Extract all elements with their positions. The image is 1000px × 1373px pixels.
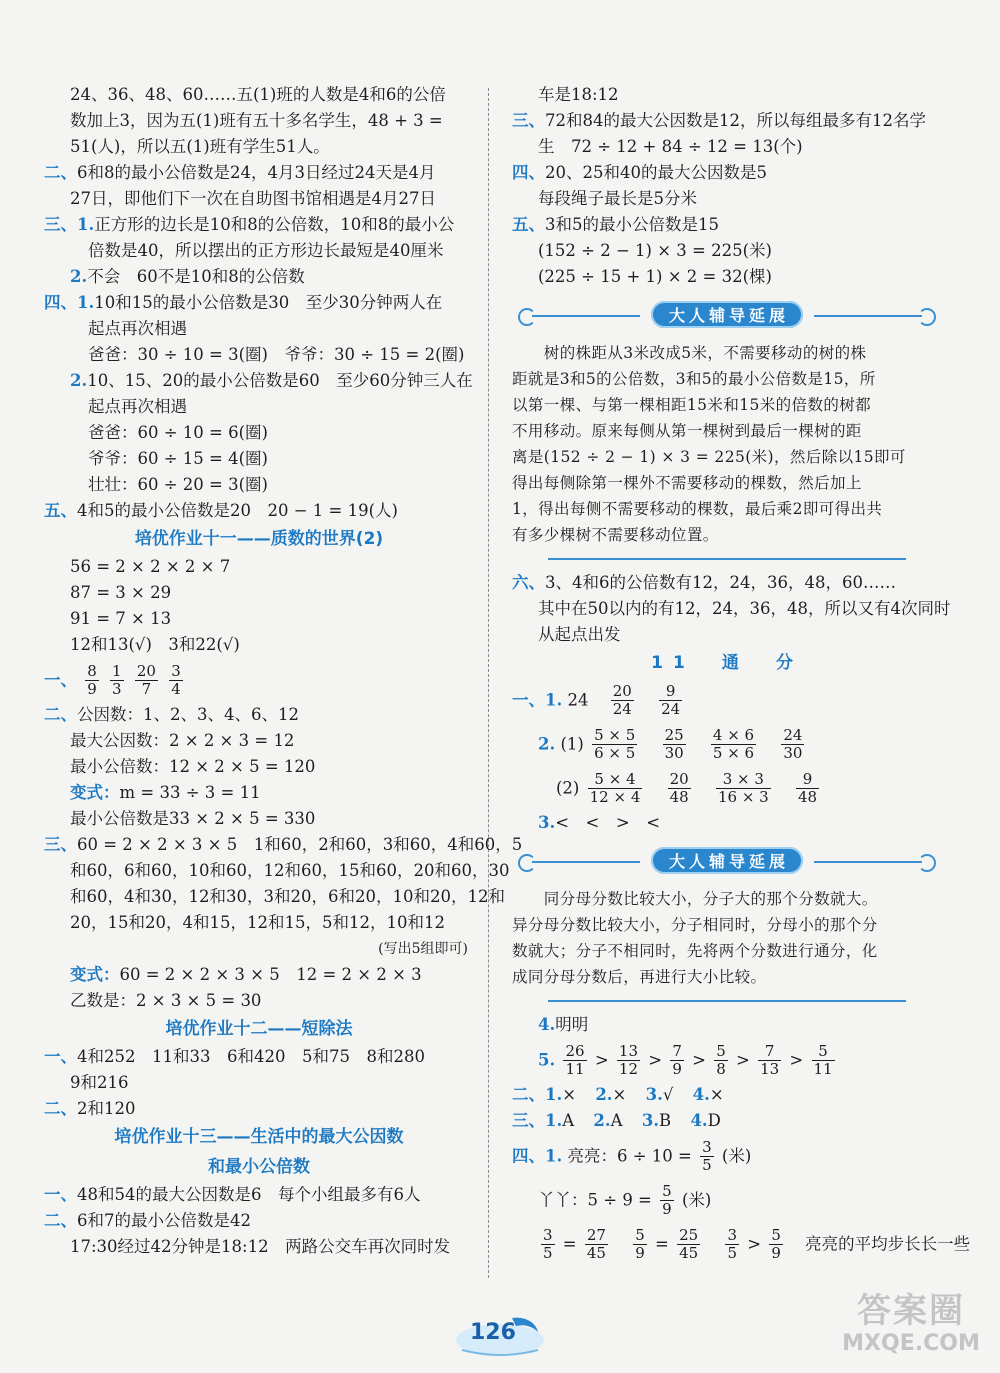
- text-line: 和60，4和30，12和30，3和20，6和20，10和20，12和: [70, 887, 505, 906]
- part-label: (2): [556, 778, 580, 798]
- text-line: 最小公倍数是33 × 2 × 5 = 330: [70, 809, 316, 828]
- numerator: 25: [664, 726, 684, 744]
- lesson-answer-4: [512, 1012, 942, 1038]
- answer-4-1: [44, 290, 474, 316]
- lesson-title: 11 通 分: [651, 653, 803, 673]
- text-line: 有多少棵树不需要移动位置。: [512, 526, 719, 544]
- question-marker: 三、: [512, 111, 545, 130]
- numerator: 26: [565, 1042, 585, 1060]
- answer-text: ×: [709, 1085, 724, 1104]
- numerator: 9: [659, 683, 682, 701]
- numerator: 20: [136, 662, 156, 680]
- fraction: [668, 771, 691, 806]
- lesson-answer-4-3: [512, 1222, 971, 1266]
- watermark-text: 答案圈: [857, 1291, 965, 1331]
- numerator: 25: [679, 1226, 699, 1244]
- right-column: [512, 82, 971, 1266]
- text-line: 爸爸：60 ÷ 10 = 6(圈): [88, 423, 268, 442]
- text-line: 87 = 3 × 29: [70, 583, 172, 602]
- answer-text: 不会 60不是10和8的公倍数: [87, 267, 305, 286]
- text-line: 壮壮：60 ÷ 20 = 3(圈): [88, 475, 268, 494]
- text-line: 以第一棵、与第一棵相距15米和15米的倍数的树都: [512, 396, 872, 414]
- question-marker: 五、: [512, 215, 545, 234]
- answer-text: 10、15、20的最小公倍数是60 至少60分钟三人在: [87, 371, 473, 390]
- numerator: 27: [586, 1226, 606, 1244]
- variant-label: 变式：: [70, 965, 120, 984]
- text-line: 得出每侧除第一棵外不需要移动的棵数，然后加上: [512, 474, 862, 492]
- text-line: 距就是3和5的公倍数，3和5的最小公倍数是15，所: [512, 370, 876, 388]
- banner-rule: [532, 861, 640, 863]
- numerator: 20: [612, 682, 632, 700]
- question-marker: 三、1.: [512, 1111, 563, 1130]
- unit-text: (米): [681, 1190, 712, 1210]
- numerator: 7: [758, 1043, 781, 1061]
- denominator: 9: [87, 680, 97, 698]
- denominator: 5 × 6: [712, 744, 755, 762]
- answer-text: 2和120: [77, 1099, 136, 1118]
- question-marker: 4.: [692, 1085, 710, 1104]
- text-line: 最小公倍数：12 × 2 × 5 = 120: [70, 757, 316, 776]
- fraction: [716, 771, 771, 806]
- answer-text: 60 = 2 × 2 × 3 × 5 1和60，2和60，3和60，4和60，5: [77, 835, 523, 854]
- answer-text: D: [707, 1111, 721, 1130]
- text-line: 27日，即他们下一次在自助图书馆相遇是4月27日: [70, 189, 436, 208]
- text-line: 每段绳子最长是5分米: [538, 189, 697, 208]
- fraction: [700, 1139, 714, 1174]
- numerator: 5 × 5: [594, 726, 636, 744]
- question-marker: 一、: [44, 670, 77, 690]
- question-marker: 三、: [44, 835, 77, 854]
- numerator: 1: [112, 662, 122, 680]
- answer-6: [512, 570, 942, 596]
- lesson-answers-judge: [512, 1082, 942, 1108]
- text-line: 起点再次相遇: [88, 319, 187, 338]
- question-marker: 二、: [44, 163, 77, 182]
- text-line: (152 ÷ 2 − 1) × 3 = 225(米): [538, 241, 772, 260]
- numerator: 5: [635, 1226, 645, 1244]
- answer-short-division: [44, 1044, 474, 1070]
- section-heading: 培优作业十三——生活中的最大公因数: [114, 1127, 404, 1147]
- question-marker: 4.: [538, 1015, 556, 1034]
- answer-text: B: [659, 1111, 672, 1130]
- text-line: 91 = 7 × 13: [70, 609, 172, 628]
- text-line: 12和13(√) 3和22(√): [70, 635, 240, 654]
- denominator: 6 × 5: [594, 744, 636, 762]
- numerator: 4 × 6: [712, 726, 755, 744]
- text-line: 树的株距从3米改成5米，不需要移动的树的株: [512, 344, 867, 362]
- unit-text: (米): [721, 1146, 752, 1166]
- text-line: 20，15和20，4和15，12和15，5和12，10和12: [70, 913, 445, 932]
- text-line: 9和216: [70, 1073, 129, 1092]
- question-marker: 五、: [44, 501, 77, 520]
- lesson-answer-5: [512, 1038, 942, 1082]
- answer-text: 60 = 2 × 2 × 3 × 5 12 = 2 × 2 × 3: [119, 965, 422, 984]
- left-column: [44, 82, 523, 1260]
- ornament-icon: [918, 854, 936, 872]
- numerator: 5: [771, 1226, 781, 1244]
- question-marker: 一、: [44, 1185, 77, 1204]
- ornament-icon: [918, 308, 936, 326]
- comparison-sign: =: [655, 1234, 669, 1254]
- denominator: 30: [783, 744, 803, 762]
- fraction: [85, 663, 99, 698]
- column-divider: [488, 88, 489, 1278]
- watermark: [836, 1291, 986, 1357]
- text-line: 和60，6和60，10和60，12和60，15和60，20和60，30: [70, 861, 510, 880]
- text-line: 同分母分数比较大小，分子大的那个分数就大。: [512, 890, 878, 908]
- banner-rule: [814, 315, 922, 317]
- fraction: [563, 1043, 586, 1078]
- answer-text: 10和15的最小公倍数是30 至少30分钟两人在: [94, 293, 443, 312]
- numerator: 5: [812, 1043, 835, 1061]
- answer-text: 20、25和40的最大公因数是5: [545, 163, 767, 182]
- question-marker: 二、1.: [512, 1085, 563, 1104]
- fraction: [592, 727, 637, 762]
- text-line: 车是18:12: [538, 85, 619, 104]
- lesson-answer-4-1: [512, 1134, 942, 1178]
- numerator: 5: [716, 1042, 726, 1060]
- denominator: 4: [171, 680, 181, 698]
- question-marker: 三、1.: [44, 215, 95, 234]
- comparison-sign: =: [562, 1234, 577, 1254]
- fraction: [169, 663, 183, 698]
- denominator: 5: [702, 1156, 712, 1174]
- question-marker: 四、: [512, 163, 545, 182]
- text-line: (225 ÷ 15 + 1) × 2 = 32(棵): [538, 267, 772, 286]
- comparison-sign: >: [648, 1050, 663, 1070]
- numerator: 8: [87, 662, 97, 680]
- answer-text: 4和5的最小公倍数是20 20 − 1 = 19(人): [77, 501, 398, 520]
- comparison-sign: >: [736, 1050, 750, 1070]
- lesson-answer-2-2: [512, 766, 942, 810]
- question-marker: 3.: [641, 1111, 660, 1130]
- text-line: 爷爷：60 ÷ 15 = 4(圈): [88, 449, 268, 468]
- comparison-sign: >: [789, 1050, 804, 1070]
- answer-text: m = 33 ÷ 3 = 11: [119, 783, 261, 802]
- denominator: 9: [771, 1244, 781, 1262]
- denominator: 24: [612, 700, 632, 718]
- tutor-title: 大人辅导延展: [651, 301, 803, 328]
- text-line: 51(人)，所以五(1)班有学生51人。: [70, 137, 330, 156]
- text-line: 数就大；分子不相同时，先将两个分数进行通分，化: [512, 942, 878, 960]
- answer-text: 72和84的最大公因数是12，所以每组最多有12名学: [545, 111, 926, 130]
- denominator: 45: [679, 1244, 699, 1262]
- lesson-answer-4-2: [512, 1178, 942, 1222]
- answer-text: 亮亮：6 ÷ 10 =: [567, 1146, 692, 1166]
- denominator: 12: [618, 1060, 638, 1078]
- question-marker: 六、: [512, 573, 545, 592]
- fraction: [659, 683, 682, 718]
- answer-text: 24: [567, 690, 589, 710]
- fraction: [812, 1043, 835, 1078]
- lesson-answer-2-1: [512, 722, 942, 766]
- answer-text: 3和5的最小公倍数是15: [545, 215, 719, 234]
- answer-3-2: [44, 264, 474, 290]
- answer-text: 丫丫：5 ÷ 9 =: [538, 1190, 652, 1210]
- comparison-sign: >: [747, 1234, 762, 1254]
- lesson-answers-choice: [512, 1108, 942, 1134]
- question-marker: 5.: [538, 1050, 556, 1070]
- text-line: 最大公因数：2 × 2 × 3 = 12: [70, 731, 295, 750]
- question-marker: 2.: [70, 267, 88, 286]
- fraction: [611, 683, 634, 718]
- answer-5: [512, 212, 942, 238]
- fraction: [541, 1227, 555, 1262]
- answer-bus: [44, 1208, 474, 1234]
- answer-common-factors: [44, 702, 474, 728]
- question-marker: 2.: [593, 1111, 611, 1130]
- numerator: 20: [669, 770, 689, 788]
- banner-rule: [532, 315, 640, 317]
- tutor-banner: [512, 296, 942, 336]
- fraction: [781, 727, 804, 762]
- hint-note: (写出5组即可): [378, 941, 468, 957]
- text-line: 起点再次相遇: [88, 397, 187, 416]
- answer-3: [512, 108, 942, 134]
- question-marker: 一、1.: [512, 690, 563, 710]
- numerator: 3: [171, 662, 181, 680]
- tutor-explanation: [512, 340, 942, 548]
- comparison-sign: >: [594, 1050, 609, 1070]
- question-marker: 2.: [538, 734, 556, 754]
- answer-text: ×: [612, 1085, 627, 1104]
- fraction: [796, 771, 819, 806]
- answer-fractions: [44, 658, 474, 702]
- answer-4-2: [44, 368, 474, 394]
- banner-rule: [548, 558, 906, 560]
- question-marker: 二、: [44, 1211, 77, 1230]
- text-line: 倍数是40，所以摆出的正方形边长最短是40厘米: [88, 241, 444, 260]
- tutor-title: 大人辅导延展: [651, 847, 803, 874]
- ornament-icon: [518, 854, 536, 872]
- numerator: 13: [618, 1042, 638, 1060]
- text-line: 其中在50以内的有12，24，36，48，所以又有4次同时: [538, 599, 951, 618]
- answer-pairs: [44, 832, 523, 858]
- tutor-banner: [512, 842, 942, 882]
- denominator: 48: [797, 788, 818, 806]
- fraction: [663, 727, 686, 762]
- lesson-answer-1: [512, 678, 942, 722]
- question-marker: 3.: [645, 1085, 663, 1104]
- answer-text: 6和8的最小公倍数是24，4月3日经过24天是4月: [77, 163, 436, 182]
- tutor-end-rule: [512, 990, 942, 1012]
- banner-rule: [814, 861, 922, 863]
- answer-text: 公因数：1、2、3、4、6、12: [77, 705, 299, 724]
- text-line: 乙数是：2 × 3 × 5 = 30: [70, 991, 262, 1010]
- fraction: [725, 1227, 739, 1262]
- denominator: 9: [635, 1244, 645, 1262]
- answer-group-size: [44, 1182, 474, 1208]
- text-line: 24、36、48、60……五(1)班的人数是4和6的公倍: [70, 85, 446, 104]
- answer-text: 正方形的边长是10和8的公倍数，10和8的最小公: [94, 215, 455, 234]
- page-number: 126: [470, 1320, 516, 1345]
- question-marker: 3.: [538, 813, 556, 832]
- answer-text: A: [562, 1111, 575, 1130]
- text-line: 爸爸：30 ÷ 10 = 3(圈) 爷爷：30 ÷ 15 = 2(圈): [88, 345, 465, 364]
- answer-4: [512, 160, 942, 186]
- text-line: 数加上3，因为五(1)班有五十多名学生，48 + 3 =: [70, 111, 443, 130]
- conclusion-text: 亮亮的平均步长长一些: [805, 1234, 971, 1254]
- numerator: 24: [783, 726, 803, 744]
- denominator: 11: [813, 1060, 833, 1078]
- denominator: 11: [565, 1060, 585, 1078]
- text-line: 1，得出每侧不需要移动的棵数，最后乘2即可得出共: [512, 500, 883, 518]
- fraction: [585, 1227, 608, 1262]
- numerator: 7: [672, 1042, 682, 1060]
- denominator: 8: [716, 1060, 726, 1078]
- answer-text: 48和54的最大公因数是6 每个小组最多有6人: [77, 1185, 421, 1204]
- answer-text: 6和7的最小公倍数是42: [77, 1211, 251, 1230]
- text-line: 17:30经过42分钟是18:12 两路公交车再次同时发: [70, 1237, 451, 1256]
- text-line: 从起点出发: [538, 625, 621, 644]
- answer-text: 4和252 11和33 6和420 5和75 8和280: [77, 1047, 425, 1066]
- answer-text: √: [662, 1085, 674, 1104]
- answer-text: < < > <: [555, 813, 661, 832]
- banner-rule: [548, 1000, 906, 1002]
- question-marker: 2.: [70, 371, 88, 390]
- question-marker: 二、: [44, 705, 77, 724]
- numerator: 3: [543, 1226, 553, 1244]
- watermark-url: MXQE.COM: [842, 1331, 980, 1356]
- question-marker: 二、: [44, 1099, 77, 1118]
- numerator: 3: [702, 1138, 712, 1156]
- answer-text: 明明: [555, 1015, 589, 1034]
- fraction: [714, 1043, 728, 1078]
- denominator: 5: [543, 1244, 553, 1262]
- section-heading: 培优作业十二——短除法: [165, 1019, 353, 1039]
- variant-line: [44, 962, 474, 988]
- denominator: 16 × 3: [717, 788, 769, 806]
- variant-line: [44, 780, 474, 806]
- denominator: 24: [661, 700, 681, 718]
- answer-text: 3、4和6的公倍数有12，24，36，48，60……: [545, 573, 896, 592]
- denominator: 9: [672, 1060, 682, 1078]
- text-line: 成同分母分数后，再进行大小比较。: [512, 968, 767, 986]
- ornament-icon: [518, 308, 536, 326]
- text-line: 异分母分数比较大小，分子相同时，分母小的那个分: [512, 916, 878, 934]
- variant-label: 变式：: [70, 783, 120, 802]
- part-label: (1): [560, 734, 584, 754]
- comparison-sign: >: [692, 1050, 706, 1070]
- numerator: 3 × 3: [716, 771, 771, 789]
- fraction: [110, 663, 124, 698]
- answer-5: [44, 498, 474, 524]
- answer-3-1: [44, 212, 474, 238]
- numerator: 5: [662, 1182, 672, 1200]
- fraction: [588, 771, 643, 806]
- text-line: 生 72 ÷ 12 + 84 ÷ 12 = 13(个): [538, 137, 803, 156]
- section-heading-cont: 和最小公倍数: [208, 1157, 310, 1177]
- text-line: 离是(152 ÷ 2 − 1) × 3 = 225(米)，然后除以15即可: [512, 448, 906, 466]
- fraction: [135, 663, 158, 698]
- question-marker: 四、1.: [44, 293, 95, 312]
- numerator: 5 × 4: [588, 771, 643, 789]
- question-marker: 2.: [595, 1085, 613, 1104]
- denominator: 13: [760, 1060, 780, 1078]
- numerator: 3: [727, 1226, 737, 1244]
- fraction: [660, 1183, 674, 1218]
- fraction: [677, 1227, 700, 1262]
- denominator: 30: [664, 744, 684, 762]
- denominator: 7: [141, 680, 152, 698]
- fraction: [670, 1043, 684, 1078]
- section-heading: 培优作业十一——质数的世界(2): [134, 529, 384, 549]
- denominator: 5: [727, 1244, 737, 1262]
- answer-short-division-2: [44, 1096, 474, 1122]
- answer-2: [44, 160, 474, 186]
- text-line: 不用移动。原来每侧从第一棵树到最后一棵树的距: [512, 422, 862, 440]
- question-marker: 4.: [690, 1111, 708, 1130]
- denominator: 9: [662, 1200, 672, 1218]
- denominator: 3: [112, 680, 122, 698]
- denominator: 45: [586, 1244, 606, 1262]
- fraction: [711, 727, 756, 762]
- tutor-explanation: [512, 886, 942, 990]
- numerator: 9: [796, 771, 819, 789]
- denominator: 12 × 4: [589, 788, 641, 806]
- denominator: 48: [669, 788, 689, 806]
- fraction: [769, 1227, 783, 1262]
- answer-text: ×: [562, 1085, 577, 1104]
- answer-text: A: [610, 1111, 623, 1130]
- fraction: [633, 1227, 647, 1262]
- question-marker: 一、: [44, 1047, 77, 1066]
- tutor-end-rule: [512, 548, 942, 570]
- fraction: [617, 1043, 640, 1078]
- question-marker: 四、1.: [512, 1146, 563, 1166]
- lesson-answer-3: [512, 810, 942, 836]
- text-line: 56 = 2 × 2 × 2 × 7: [70, 557, 231, 576]
- fraction: [758, 1043, 781, 1078]
